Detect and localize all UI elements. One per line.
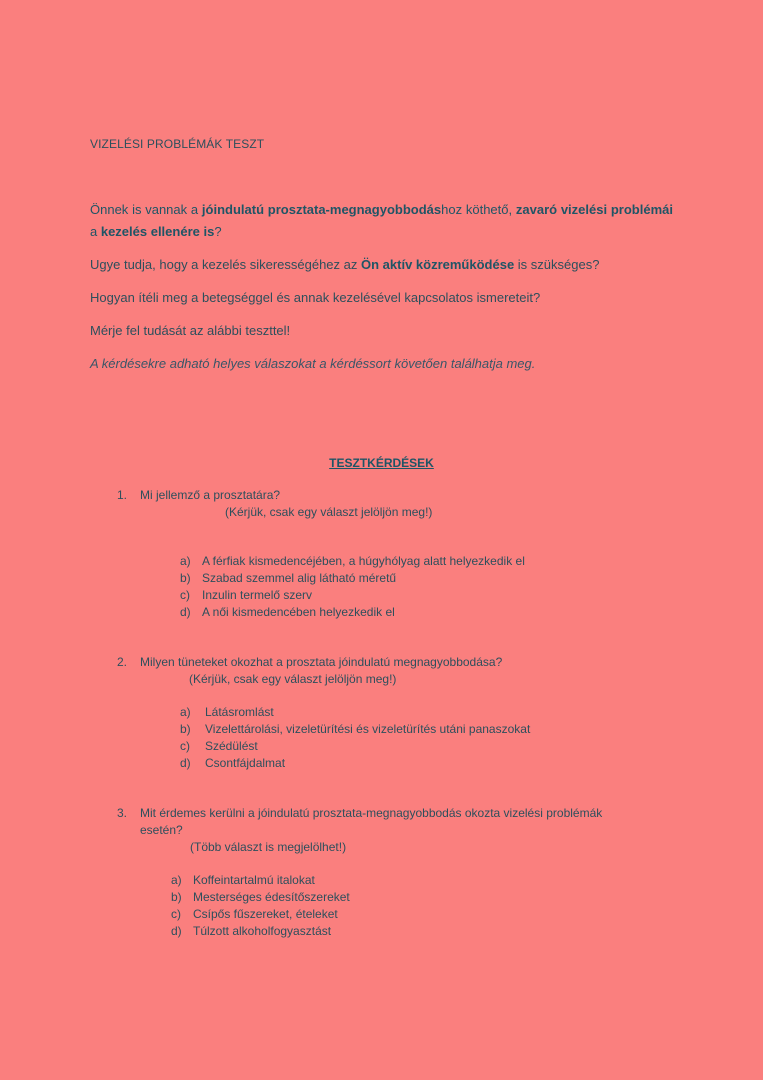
section-heading: TESZTKÉRDÉSEK — [329, 456, 434, 470]
answer-option[interactable] — [180, 721, 530, 738]
document-title: VIZELÉSI PROBLÉMÁK TESZT — [90, 137, 265, 151]
answer-text: Inzulin termelő szerv — [202, 588, 313, 602]
intro-paragraph-2 — [90, 254, 673, 276]
answer-text: A női kismedencében helyezkedik el — [202, 605, 395, 619]
question-3 — [117, 805, 717, 861]
answer-letter: a) — [180, 554, 191, 568]
intro-p1-text: a — [90, 224, 101, 239]
answer-option[interactable] — [171, 872, 350, 889]
answer-list-2 — [180, 704, 530, 772]
intro-note: A kérdésekre adható helyes válaszokat a kérdéssort követően találhatja meg. — [90, 356, 536, 371]
answer-text: Mesterséges édesítőszereket — [193, 890, 350, 904]
intro-p1-text: ? — [214, 224, 222, 239]
answer-letter: b) — [171, 890, 182, 904]
answer-option[interactable] — [180, 604, 525, 621]
intro-paragraph-4: Mérje fel tudását az alábbi teszttel! — [90, 323, 291, 338]
answer-text: Csontfájdalmat — [205, 756, 286, 770]
answer-option[interactable] — [180, 704, 530, 721]
intro-p1-bold: kezelés ellenére is — [100, 224, 215, 239]
answer-text: Szabad szemmel alig látható méretű — [202, 571, 397, 585]
answer-letter: d) — [171, 924, 182, 938]
answer-letter: c) — [171, 907, 181, 921]
answer-option[interactable] — [180, 738, 530, 755]
question-number: 1. — [117, 488, 128, 502]
answer-letter: a) — [171, 873, 182, 887]
intro-paragraph-1 — [90, 199, 673, 243]
question-2 — [117, 654, 677, 694]
answer-letter: c) — [180, 588, 190, 602]
answer-text: Csípős fűszereket, ételeket — [193, 907, 338, 921]
question-number: 3. — [117, 806, 128, 820]
answer-letter: b) — [180, 722, 191, 736]
answer-option[interactable] — [171, 923, 350, 940]
answer-list-3 — [171, 872, 350, 940]
intro-p1-bold: zavaró vizelési problémái — [515, 202, 673, 217]
intro-paragraph-3: Hogyan ítéli meg a betegséggel és annak kezelésével kapcsolatos ismereteit? — [90, 290, 541, 305]
question-hint: (Több választ is megjelölhet!) — [190, 840, 347, 854]
answer-letter: b) — [180, 571, 191, 585]
answer-text: Túlzott alkoholfogyasztást — [193, 924, 332, 938]
answer-text: Koffeintartalmú italokat — [193, 873, 315, 887]
question-number: 2. — [117, 655, 128, 669]
intro-p2-text: Ugye tudja, hogy a kezelés sikerességéhez az — [90, 257, 361, 272]
answer-letter: c) — [180, 739, 190, 753]
intro-p2-bold: Ön aktív közreműködése — [361, 257, 515, 272]
answer-list-1 — [180, 553, 525, 621]
question-1 — [117, 487, 677, 527]
question-text: esetén? — [140, 823, 183, 837]
question-text: Mit érdemes kerülni a jóindulatú prosztata-megnagyobbodás okozta vizelési problémák — [140, 806, 603, 820]
intro-p2-text: is szükséges? — [514, 257, 600, 272]
answer-option[interactable] — [171, 889, 350, 906]
answer-option[interactable] — [180, 553, 525, 570]
answer-text: Szédülést — [205, 739, 258, 753]
answer-option[interactable] — [180, 755, 530, 772]
question-hint: (Kérjük, csak egy választ jelöljön meg!) — [189, 672, 397, 686]
question-text: Mi jellemző a prosztatára? — [140, 488, 281, 502]
answer-option[interactable] — [180, 587, 525, 604]
question-text: Milyen tüneteket okozhat a prosztata jóindulatú megnagyobbodása? — [140, 655, 503, 669]
answer-text: Látásromlást — [205, 705, 274, 719]
answer-text: Vizelettárolási, vizeletürítési és vizeletürítés utáni panaszokat — [205, 722, 531, 736]
intro-p1-text: hoz köthető, — [441, 202, 516, 217]
answer-letter: a) — [180, 705, 191, 719]
answer-text: A férfiak kismedencéjében, a húgyhólyag alatt helyezkedik el — [202, 554, 525, 568]
answer-letter: d) — [180, 605, 191, 619]
answer-letter: d) — [180, 756, 191, 770]
question-hint: (Kérjük, csak egy választ jelöljön meg!) — [225, 505, 433, 519]
intro-section — [90, 199, 673, 375]
intro-p1-text: Önnek is vannak a — [90, 202, 202, 217]
intro-p1-bold: jóindulatú prosztata-megnagyobbodás — [201, 202, 442, 217]
answer-option[interactable] — [180, 570, 525, 587]
answer-option[interactable] — [171, 906, 350, 923]
